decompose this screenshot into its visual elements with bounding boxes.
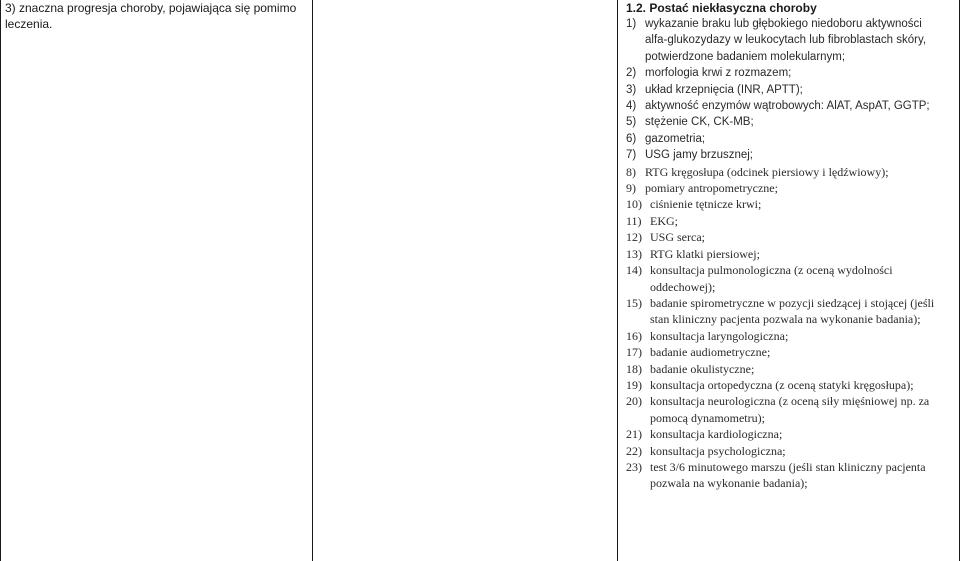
list-item <box>626 98 946 114</box>
requirements-list <box>626 16 946 492</box>
list-item-text: gazometria; <box>645 132 706 145</box>
list-item <box>626 361 946 377</box>
list-item-number: 18) <box>626 361 642 376</box>
list-item-number: 12) <box>626 230 642 245</box>
list-item <box>626 114 946 130</box>
list-item-number: 2) <box>626 67 637 80</box>
right-cell <box>626 0 946 492</box>
list-item <box>626 246 946 262</box>
list-item-text: EKG; <box>650 213 678 228</box>
list-item-text: aktywność enzymów wątrobowych: AlAT, AspAT, GGTP; <box>645 100 930 113</box>
list-item-number: 21) <box>626 427 642 442</box>
list-item <box>626 131 946 147</box>
list-item-text: konsultacja laryngologiczna; <box>650 328 789 343</box>
list-item-number: 3) <box>626 83 637 96</box>
list-item-text: konsultacja kardiologiczna; <box>650 427 783 442</box>
list-item-number: 10) <box>626 197 642 212</box>
list-item <box>626 229 946 245</box>
list-item-text: stężenie CK, CK-MB; <box>645 116 754 129</box>
list-item <box>626 295 946 328</box>
list-item-number: 19) <box>626 377 642 392</box>
list-item-text: konsultacja psychologiczna; <box>650 443 786 458</box>
list-item-text: wykazanie braku lub głębokiego niedoboru aktywności alfa-glukozydazy w leukocytach lub fibroblastach skóry, potwierdzone badaniem molekularnym; <box>645 18 927 63</box>
list-item-text: USG serca; <box>650 230 705 245</box>
list-item-number: 15) <box>626 295 642 310</box>
list-item <box>626 443 946 459</box>
list-item-number: 5) <box>626 116 637 129</box>
left-cell-text: 3) znaczna progresja choroby, pojawiająca się pomimo leczenia. <box>5 1 297 31</box>
list-item <box>626 328 946 344</box>
list-item-text: USG jamy brzusznej; <box>645 149 754 162</box>
list-item <box>626 164 946 180</box>
list-item-number: 23) <box>626 459 642 474</box>
list-item-number: 14) <box>626 263 642 278</box>
list-item-text: układ krzepnięcia (INR, APTT); <box>645 83 803 96</box>
list-item-number: 22) <box>626 443 642 458</box>
list-item-number: 20) <box>626 394 642 409</box>
list-item <box>626 65 946 81</box>
list-item <box>626 459 946 492</box>
list-item-number: 17) <box>626 345 642 360</box>
list-item <box>626 147 946 163</box>
list-item-number: 4) <box>626 100 637 113</box>
list-item-number: 8) <box>626 164 636 179</box>
section-heading: 1.2. Postać niekłasyczna choroby <box>626 1 817 15</box>
table-border-col1 <box>312 0 313 561</box>
list-item-number: 9) <box>626 181 636 196</box>
list-item-text: pomiary antropometryczne; <box>645 181 778 196</box>
list-item-number: 11) <box>626 213 642 228</box>
list-item <box>626 262 946 295</box>
list-item-text: konsultacja ortopedyczna (z oceną statyki kręgosłupa); <box>650 377 914 392</box>
list-item-text: test 3/6 minutowego marszu (jeśli stan kliniczny pacjenta pozwala na wykonanie badania); <box>650 459 926 491</box>
list-item <box>626 377 946 393</box>
list-item-number: 7) <box>626 149 637 162</box>
list-item-number: 1) <box>626 18 637 30</box>
list-item-text: RTG kręgosłupa (odcinek piersiowy i lędźwiowy); <box>645 164 889 179</box>
list-item-number: 13) <box>626 246 642 261</box>
list-item <box>626 196 946 212</box>
left-cell <box>5 0 305 32</box>
list-item-text: morfologia krwi z rozmazem; <box>645 67 792 80</box>
list-item-text: badanie audiometryczne; <box>650 345 771 360</box>
list-item-text: badanie spirometryczne w pozycji siedzącej i stojącej (jeśli stan kliniczny pacjenta pozwala na wykonanie badania); <box>650 295 935 327</box>
list-item-text: RTG klatki piersiowej; <box>650 246 760 261</box>
list-item <box>626 82 946 98</box>
table-border-left <box>0 0 1 561</box>
list-item-text: konsultacja pulmonologiczna (z oceną wydolności oddechowej); <box>650 263 893 294</box>
list-item <box>626 180 946 196</box>
table-border-col2 <box>617 0 618 561</box>
list-item <box>626 426 946 442</box>
list-item-text: badanie okulistyczne; <box>650 361 755 376</box>
list-item-text: ciśnienie tętnicze krwi; <box>650 197 762 212</box>
list-item <box>626 393 946 426</box>
list-item-number: 16) <box>626 328 642 343</box>
list-item-number: 6) <box>626 132 637 145</box>
list-item <box>626 16 946 65</box>
list-item <box>626 344 946 360</box>
list-item <box>626 213 946 229</box>
list-item-text: konsultacja neurologiczna (z oceną siły mięśniowej np. za pomocą dynamometru); <box>650 394 930 425</box>
